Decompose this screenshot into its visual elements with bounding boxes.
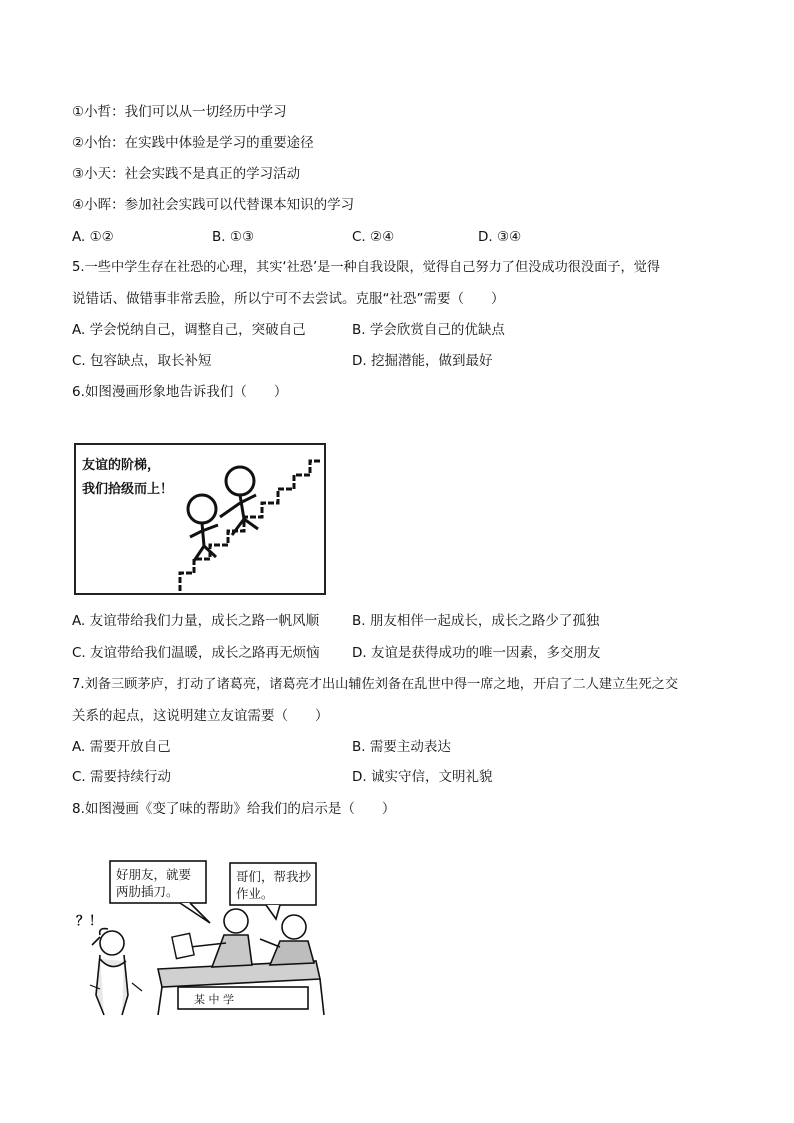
q4-item-1: ①小哲：我们可以从一切经历中学习	[72, 104, 287, 120]
surprise-mark: ？！	[76, 914, 103, 929]
q7-stem-line1: 7.刘备三顾茅庐，打动了诸葛亮，诸葛亮才出山辅佐刘备在乱世中得一席之地，开启了二人建立生死之交	[72, 677, 679, 692]
q4-item-2: ②小怡：在实践中体验是学习的重要途径	[72, 135, 314, 151]
q6-option-c: C. 友谊带给我们温暖，成长之路再无烦恼	[72, 645, 320, 661]
q5-option-a: A. 学会悦纳自己，调整自己，突破自己	[72, 322, 306, 338]
q5-stem-line2: 说错话、做错事非常丢脸，所以宁可不去尝试。克服“社恐”需要（ ）	[72, 291, 505, 307]
desk-label: 某 中 学	[194, 993, 234, 1006]
q4-option-b: B. ①③	[212, 229, 255, 245]
q4-item-3: ③小天：社会实践不是真正的学习活动	[72, 166, 301, 182]
bubble1-line2: 两肋插刀。	[116, 884, 179, 899]
friendship-ladder-comic	[72, 441, 328, 597]
q7-option-b: B. 需要主动表达	[352, 739, 451, 755]
comic-caption-line2: 我们拾级而上！	[82, 482, 174, 497]
q5-option-d: D. 挖掘潜能，做到最好	[352, 353, 493, 369]
q6-option-a: A. 友谊带给我们力量，成长之路一帆风顺	[72, 613, 320, 629]
q7-option-a: A. 需要开放自己	[72, 739, 171, 755]
bubble1-line1: 好朋友，就要	[116, 867, 192, 882]
q4-item-4: ④小晖：参加社会实践可以代替课本知识的学习	[72, 197, 355, 213]
q4-option-c: C. ②④	[352, 229, 395, 245]
q7-option-c: C. 需要持续行动	[72, 769, 172, 785]
q8-stem: 8.如图漫画《变了味的帮助》给我们的启示是（ ）	[72, 801, 396, 817]
changed-flavor-help-comic	[70, 855, 332, 1017]
q6-option-d: D. 友谊是获得成功的唯一因素，多交朋友	[352, 645, 601, 661]
q5-option-c: C. 包容缺点，取长补短	[72, 353, 212, 369]
q7-stem-line2: 关系的起点，这说明建立友谊需要（ ）	[72, 708, 329, 724]
q4-option-d: D. ③④	[478, 229, 522, 245]
q6-option-b: B. 朋友相伴一起成长，成长之路少了孤独	[352, 613, 600, 629]
bubble2-line1: 哥们，帮我抄	[236, 869, 312, 884]
q5-option-b: B. 学会欣赏自己的优缺点	[352, 322, 505, 338]
q4-option-a: A. ①②	[72, 229, 114, 245]
q5-stem-line1: 5.一些中学生存在社恐的心理，其实‘社恐’是一种自我设限，觉得自己努力了但没成功很没面子，觉得	[72, 260, 661, 275]
q7-option-d: D. 诚实守信，文明礼貌	[352, 769, 493, 785]
q6-stem: 6.如图漫画形象地告诉我们（ ）	[72, 384, 288, 400]
bubble2-line2: 作业。	[236, 886, 274, 901]
comic-caption-line1: 友谊的阶梯，	[82, 458, 161, 473]
